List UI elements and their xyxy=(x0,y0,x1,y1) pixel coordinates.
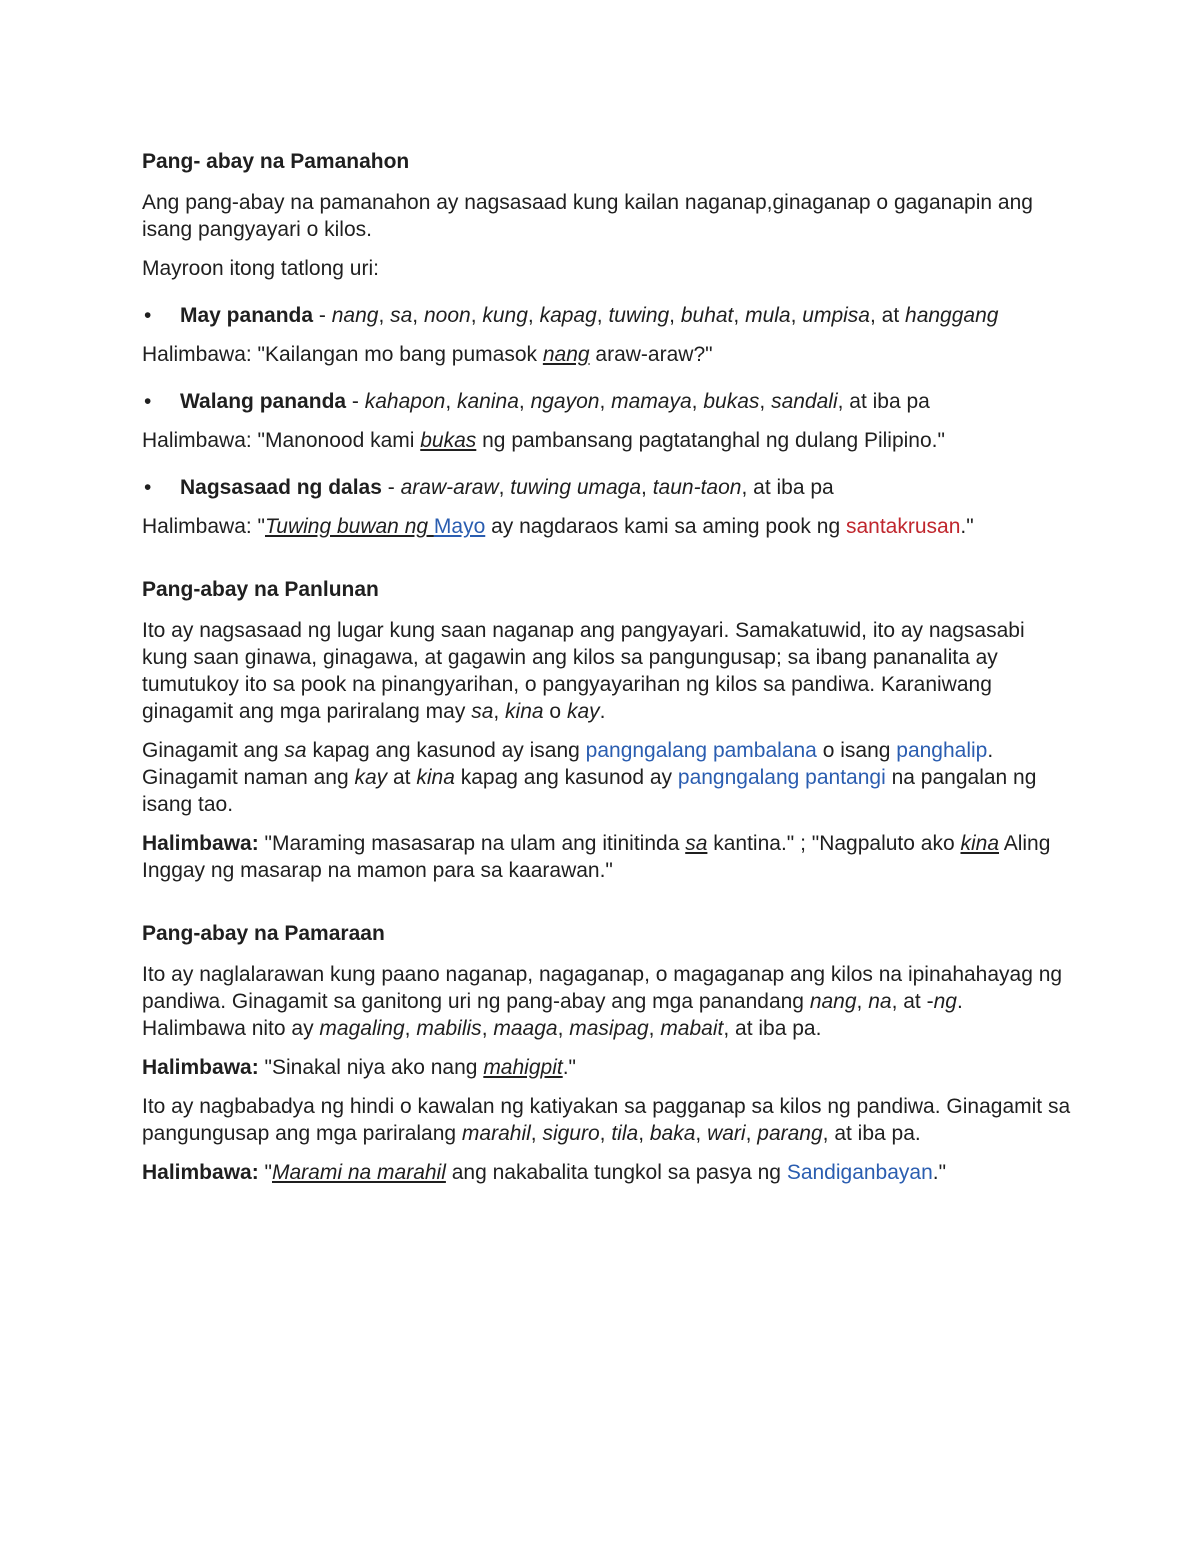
dash: - xyxy=(381,476,401,499)
italic-word: maaga xyxy=(493,1017,558,1040)
word: mamaya xyxy=(611,390,692,413)
sep: , xyxy=(527,304,540,327)
example-text: araw-araw?" xyxy=(589,343,713,366)
example-label: Halimbawa: xyxy=(142,1056,259,1079)
italic-word: mabait xyxy=(660,1017,724,1040)
word: bukas xyxy=(703,390,760,413)
sep: . xyxy=(599,700,606,723)
link-santakrusan[interactable]: santakrusan xyxy=(845,515,961,538)
sep: , xyxy=(518,390,531,413)
pamaraan-paragraph-2 xyxy=(142,1093,1072,1147)
example-3 xyxy=(142,513,1072,540)
paragraph-text: Ito ay nagsasaad ng lugar kung saan naganap ang pangyayari. Samakatuwid, ito ay nagsasabi kung saan ginawa, ginagawa, at gagawin ang kilos sa pangungusap; sa ibang pananalita ay tumutukoy ito sa pook na pinangyarihan, o pangyayarihan ng kilos sa pandiwa. Karaniwang ginagamit ang mga pariralang may xyxy=(142,619,1025,723)
example-underlined: nang xyxy=(542,343,590,366)
sep: , xyxy=(599,390,612,413)
example-1 xyxy=(142,341,1072,368)
word: umpisa xyxy=(802,304,870,327)
tail: , at xyxy=(869,304,906,327)
italic-word: marahil xyxy=(461,1122,531,1145)
sep: , xyxy=(745,1122,758,1145)
sep: o xyxy=(543,700,567,723)
sep: , xyxy=(530,1122,543,1145)
word: tuwing xyxy=(608,304,670,327)
example-text: "Maraming masasarap na ulam ang itinitinda xyxy=(258,832,686,855)
pamaraan-example-1 xyxy=(142,1054,1072,1081)
section-pamanahon xyxy=(142,148,1072,540)
sep: , xyxy=(695,1122,708,1145)
word: buhat xyxy=(680,304,734,327)
bullet-may-pananda xyxy=(142,302,1072,329)
link-panghalip[interactable]: panghalip xyxy=(896,739,988,762)
italic-word: masipag xyxy=(569,1017,649,1040)
example-text: " xyxy=(258,1161,272,1184)
example-text: "Sinakal niya ako nang xyxy=(258,1056,484,1079)
italic-word: mabilis xyxy=(416,1017,482,1040)
sep: , xyxy=(412,304,424,327)
tail: , at iba pa. xyxy=(723,1017,822,1040)
example-underlined: mahigpit xyxy=(483,1056,563,1079)
term-may-pananda: May pananda xyxy=(180,304,314,327)
example-text: ang nakabalita tungkol sa pasya ng xyxy=(445,1161,787,1184)
word: kahapon xyxy=(364,390,446,413)
word: sandali xyxy=(771,390,838,413)
word: kanina xyxy=(457,390,519,413)
example-label: Halimbawa: xyxy=(142,1161,259,1184)
italic-word: sa xyxy=(471,700,494,723)
sep: , xyxy=(733,304,746,327)
sep: , xyxy=(599,1122,612,1145)
paragraph-text: o isang xyxy=(816,739,897,762)
italic-word: siguro xyxy=(542,1122,600,1145)
sep: , xyxy=(445,390,457,413)
bullet-list-2 xyxy=(142,388,1072,415)
intro-paragraph: Ang pang-abay na pamanahon ay nagsasaad kung kailan naganap,ginaganap o gaganapin ang isang pangyayari o kilos. xyxy=(142,191,1033,241)
sep: , xyxy=(641,476,653,499)
sep: , xyxy=(493,700,506,723)
bullet-walang-pananda xyxy=(142,388,1072,415)
sep: , xyxy=(470,304,483,327)
sep: , xyxy=(498,476,511,499)
paragraph-text: Ginagamit ang xyxy=(142,739,285,762)
section-pamaraan xyxy=(142,920,1072,1186)
italic-word: kay xyxy=(566,700,600,723)
tail: , at iba pa. xyxy=(822,1122,921,1145)
sep: , xyxy=(557,1017,570,1040)
bullet-nagsasaad-ng-dalas xyxy=(142,474,1072,501)
word: tuwing umaga xyxy=(510,476,642,499)
example-text: kantina." ; "Nagpaluto ako xyxy=(707,832,961,855)
italic-word: magaling xyxy=(319,1017,405,1040)
italic-word: wari xyxy=(707,1122,746,1145)
italic-word: ng xyxy=(933,990,957,1013)
bullet-list-3 xyxy=(142,474,1072,501)
sep: , xyxy=(648,1017,661,1040)
bullet-icon: • xyxy=(144,476,152,499)
paragraph-text: na pangalan ng isang tao. xyxy=(142,766,1037,816)
word: noon xyxy=(423,304,471,327)
example-text: ." xyxy=(932,1161,947,1184)
example-underlined: Marami na marahil xyxy=(272,1161,446,1184)
sep: , xyxy=(481,1017,494,1040)
link-mayo[interactable]: Mayo xyxy=(433,515,486,538)
word: ngayon xyxy=(530,390,600,413)
sep: , xyxy=(596,304,609,327)
example-text: ." xyxy=(562,1056,576,1079)
paragraph-text: . Ginagamit naman ang xyxy=(142,739,994,789)
document-content xyxy=(142,148,1072,1198)
example-text: Aling Inggay ng masarap na mamon para sa kaarawan." xyxy=(142,832,1051,882)
example-text: Halimbawa: " xyxy=(142,515,265,538)
example-text: Halimbawa: "Manonood kami xyxy=(142,429,421,452)
italic-word: baka xyxy=(649,1122,696,1145)
term-walang-pananda: Walang pananda xyxy=(180,390,347,413)
dash: - xyxy=(346,390,365,413)
sep: , xyxy=(691,390,704,413)
panlunan-paragraph-1 xyxy=(142,617,1072,725)
paragraph-text: . Halimbawa nito ay xyxy=(142,990,963,1040)
tail: , at iba pa xyxy=(837,390,930,413)
heading-panlunan: Pang-abay na Panlunan xyxy=(142,578,379,601)
example-underlined: Tuwing buwan ng xyxy=(265,515,434,538)
sep: , at - xyxy=(891,990,934,1013)
paragraph-text: kapag ang kasunod ay xyxy=(454,766,678,789)
dash: - xyxy=(313,304,332,327)
sep: , xyxy=(378,304,391,327)
paragraph-text: Ito ay naglalarawan kung paano naganap, nagaganap, o magaganap ang kilos na ipinahahayag ng pandiwa. Ginagamit sa ganitong uri ng pang-abay ang mga panandang xyxy=(142,963,1063,1013)
panlunan-example xyxy=(142,830,1072,884)
paragraph-text: at xyxy=(387,766,417,789)
link-pangngalang-pambalana[interactable]: pangngalang pambalana xyxy=(585,739,817,762)
word: sa xyxy=(390,304,413,327)
word: kapag xyxy=(539,304,597,327)
example-2 xyxy=(142,427,1072,454)
sep: , xyxy=(638,1122,650,1145)
paragraph-text: kapag ang kasunod ay isang xyxy=(306,739,586,762)
pamaraan-paragraph-1 xyxy=(142,961,1072,1042)
word: hanggang xyxy=(905,304,999,327)
italic-word: kay xyxy=(354,766,388,789)
italic-word: parang xyxy=(757,1122,823,1145)
sep: , xyxy=(404,1017,417,1040)
italic-word: nang xyxy=(809,990,857,1013)
italic-word: na xyxy=(868,990,892,1013)
word: taun-taon xyxy=(652,476,742,499)
heading-pamaraan: Pang-abay na Pamaraan xyxy=(142,922,385,945)
italic-word: tila xyxy=(611,1122,639,1145)
link-pangngalang-pantangi[interactable]: pangngalang pantangi xyxy=(677,766,886,789)
word: mula xyxy=(745,304,791,327)
example-label: Halimbawa: xyxy=(142,832,259,855)
tail: , at iba pa xyxy=(741,476,834,499)
heading-pamanahon: Pang- abay na Pamanahon xyxy=(142,150,410,173)
italic-word: kina xyxy=(416,766,455,789)
link-sandiganbayan[interactable]: Sandiganbayan xyxy=(786,1161,933,1184)
word: araw-araw xyxy=(400,476,499,499)
word: kung xyxy=(482,304,528,327)
section-panlunan xyxy=(142,576,1072,884)
pamaraan-example-2 xyxy=(142,1159,1072,1186)
paragraph-text: Ito ay nagbabadya ng hindi o kawalan ng katiyakan sa pagganap sa kilos ng pandiwa. Ginagamit sa pangungusap ang mga pariralang xyxy=(142,1095,1071,1145)
sep: , xyxy=(759,390,772,413)
example-text: ." xyxy=(960,515,974,538)
example-underlined: kina xyxy=(960,832,1000,855)
word: nang xyxy=(331,304,379,327)
example-text: ng pambansang pagtatanghal ng dulang Pilipino." xyxy=(476,429,945,452)
example-text: ay nagdaraos kami sa aming pook ng xyxy=(485,515,846,538)
sep: , xyxy=(790,304,803,327)
bullet-icon: • xyxy=(144,390,152,413)
italic-word: kina xyxy=(505,700,544,723)
example-underlined: bukas xyxy=(420,429,477,452)
types-intro: Mayroon itong tatlong uri: xyxy=(142,257,379,280)
example-text: Halimbawa: "Kailangan mo bang pumasok xyxy=(142,343,543,366)
italic-word: sa xyxy=(284,739,307,762)
example-underlined: sa xyxy=(685,832,708,855)
panlunan-paragraph-2 xyxy=(142,737,1072,818)
sep: , xyxy=(856,990,869,1013)
sep: , xyxy=(669,304,681,327)
bullet-list-1 xyxy=(142,302,1072,329)
bullet-icon: • xyxy=(144,304,152,327)
term-nagsasaad-ng-dalas: Nagsasaad ng dalas xyxy=(180,476,382,499)
